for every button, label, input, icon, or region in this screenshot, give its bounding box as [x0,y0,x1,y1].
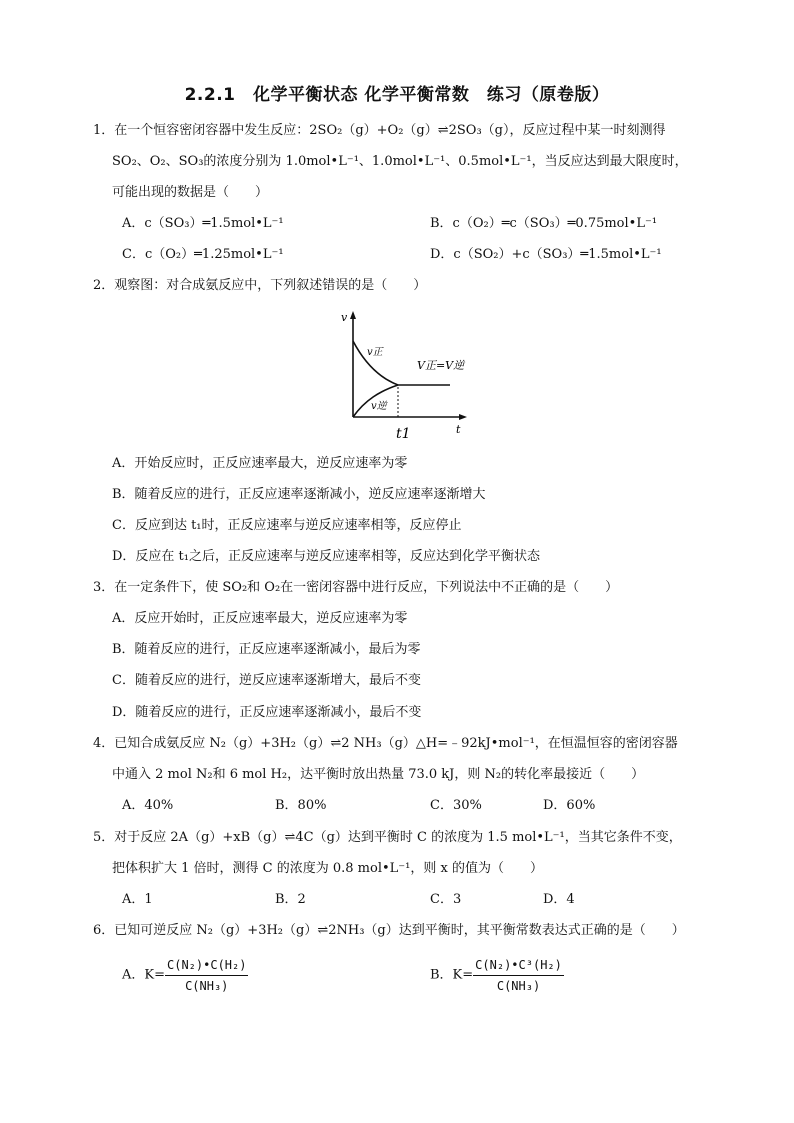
reverse-rate-label: v逆 [371,401,387,412]
q1-line2: SO₂、O₂、SO₃的浓度分别为 1.0mol•L⁻¹、1.0mol•L⁻¹、0.5mol•L⁻¹，当反应达到最大限度时， [112,154,688,169]
q4-line2: 中通入 2 mol N₂和 6 mol H₂，达平衡时放出热量 73.0 kJ，则 N₂的转化率最接近（ ） [112,767,645,782]
equal-rate-label: V正=V逆 [417,359,465,372]
q6-option-b-fraction [473,957,564,994]
q3-option-d: D．随着反应的进行，正反应速率逐渐减小，最后不变 [112,705,422,720]
q6-option-a-prefix: A．K= [122,967,165,983]
q3-option-a: A．反应开始时，正反应速率最大，逆反应速率为零 [112,611,408,626]
q4-option-a: A．40% [122,798,174,813]
q2-option-a: A．开始反应时，正反应速率最大，逆反应速率为零 [112,456,408,471]
x-axis-label: t [456,423,461,436]
page-title: 2.2.1 化学平衡状态 化学平衡常数 练习（原卷版） [184,85,610,105]
q6-option-a [122,957,248,994]
y-axis-arrow [350,311,356,319]
forward-rate-label: v正 [367,347,383,358]
q5-option-d: D．4 [543,892,575,907]
q2-option-b: B．随着反应的进行，正反应速率逐渐减小，逆反应速率逐渐增大 [112,487,486,502]
rate-time-graph [335,305,475,445]
t1-label: t1 [396,426,411,442]
q6-stem: 6．已知可逆反应 N₂（g）+3H₂（g）⇌2NH₃（g）达到平衡时，其平衡常数表达式正确的是（ ） [93,923,685,938]
q6-option-b-denominator: C(NH₃) [496,979,541,993]
q6-option-b [430,957,564,994]
q1-option-b: B．c（O₂）═c（SO₃）═0.75mol•L⁻¹ [430,216,658,231]
q3-option-b: B．随着反应的进行，正反应速率逐渐减小，最后为零 [112,642,421,657]
x-axis-arrow [459,414,467,420]
q3-stem: 3．在一定条件下，使 SO₂和 O₂在一密闭容器中进行反应，下列说法中不正确的是（ ） [93,580,619,595]
q6-option-b-numerator: C(N₂)•C³(H₂) [473,957,564,976]
q4-option-d: D．60% [543,798,596,813]
q5-option-a: A．1 [122,892,153,907]
q4-option-c: C．30% [430,798,482,813]
q4-option-b: B．80% [275,798,327,813]
q1-option-c: C．c（O₂）═1.25mol•L⁻¹ [122,247,284,262]
q5-line2: 把体积扩大 1 倍时，测得 C 的浓度为 0.8 mol•L⁻¹，则 x 的值为（ ） [112,861,543,876]
q6-option-b-prefix: B．K= [430,967,474,983]
q1-line1: 1．在一个恒容密闭容器中发生反应：2SO₂（g）+O₂（g）⇌2SO₃（g），反应过程中某一时刻测得 [93,123,666,138]
q4-line1: 4．已知合成氨反应 N₂（g）+3H₂（g）⇌2 NH₃（g）△H=﹣92kJ•mol⁻¹，在恒温恒容的密闭容器 [93,736,678,751]
q6-option-a-numerator: C(N₂)•C(H₂) [165,957,248,976]
q2-option-c: C．反应到达 t₁时，正反应速率与逆反应速率相等，反应停止 [112,518,462,533]
q1-line3: 可能出现的数据是（ ） [112,185,269,200]
q1-option-a: A．c（SO₃）═1.5mol•L⁻¹ [122,216,284,231]
q6-option-a-fraction [165,957,248,994]
q2-option-d: D．反应在 t₁之后，正反应速率与逆反应速率相等，反应达到化学平衡状态 [112,549,540,564]
q5-option-c: C．3 [430,892,462,907]
q2-stem: 2．观察图：对合成氨反应中，下列叙述错误的是（ ） [93,278,427,293]
q1-option-d: D．c（SO₂）+c（SO₃）═1.5mol•L⁻¹ [430,247,662,262]
q6-option-a-denominator: C(NH₃) [185,979,229,993]
q3-option-c: C．随着反应的进行，逆反应速率逐渐增大，最后不变 [112,673,421,688]
q5-line1: 5．对于反应 2A（g）+xB（g）⇌4C（g）达到平衡时 C 的浓度为 1.5 mol•L⁻¹，当其它条件不变， [93,830,682,845]
q5-option-b: B．2 [275,892,306,907]
y-axis-label: v [341,311,348,324]
